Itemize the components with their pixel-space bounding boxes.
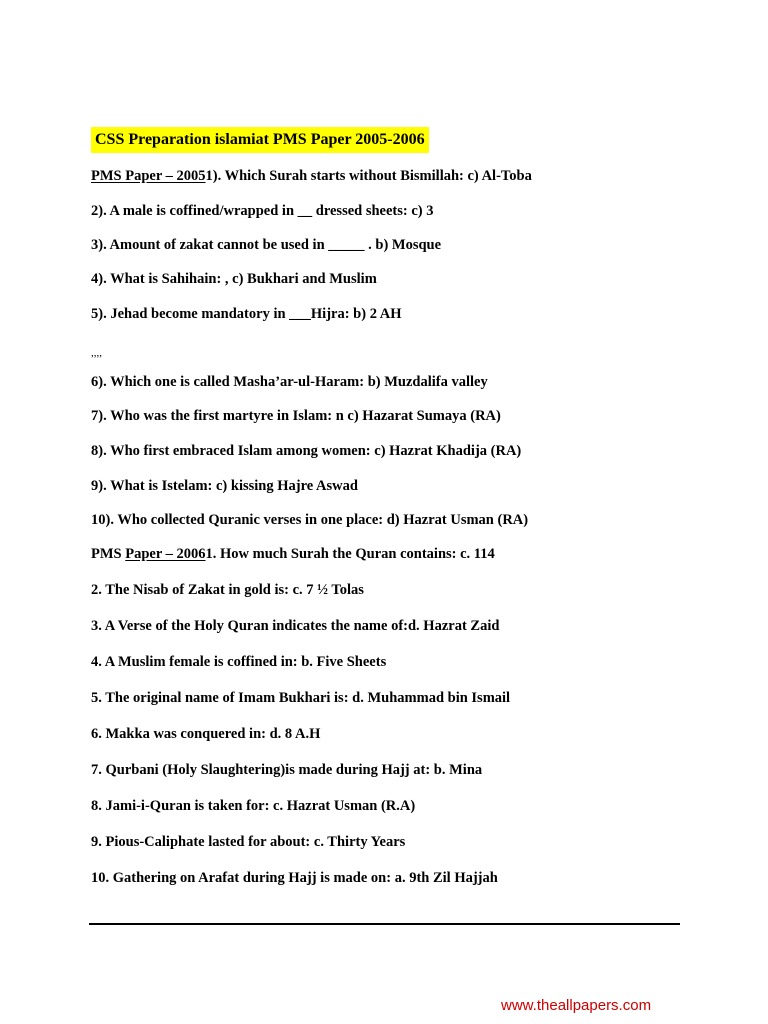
question-text: 1. How much Surah the Quran contains: c. 114	[205, 546, 495, 562]
footer-divider	[89, 923, 680, 925]
paper-2005-heading: PMS Paper – 2005	[91, 168, 206, 184]
paper-2006-question-10: 10. Gathering on Arafat during Hajj is made on: a. 9th Zil Hajjah	[91, 870, 498, 886]
paper-2006-heading-prefix: PMS	[91, 546, 126, 562]
paper-2005-question-5: 5). Jehad become mandatory in ___Hijra: b) 2 AH	[91, 306, 402, 322]
paper-2005-question-7: 7). Who was the first martyre in Islam: n c) Hazarat Sumaya (RA)	[91, 408, 501, 424]
paper-2006-question-1	[91, 545, 495, 563]
paper-2006-question-5: 5. The original name of Imam Bukhari is: d. Muhammad bin Ismail	[91, 690, 511, 706]
paper-2006-question-4: 4. A Muslim female is coffined in: b. Five Sheets	[91, 654, 387, 670]
paper-2006-question-2: 2. The Nisab of Zakat in gold is: c. 7 ½ Tolas	[91, 582, 364, 598]
paper-2006-question-8: 8. Jami-i-Quran is taken for: c. Hazrat Usman (R.A)	[91, 798, 416, 814]
page-title: CSS Preparation islamiat PMS Paper 2005-2006	[91, 127, 429, 153]
paper-2006-heading: Paper – 2006	[125, 546, 206, 562]
paper-2006-question-3: 3. A Verse of the Holy Quran indicates the name of:d. Hazrat Zaid	[91, 618, 500, 634]
footer-website-link[interactable]: www.theallpapers.com	[501, 997, 652, 1014]
paper-2005-question-3: 3). Amount of zakat cannot be used in _____ . b) Mosque	[91, 237, 442, 253]
paper-2005-question-9: 9). What is Istelam: c) kissing Hajre Aswad	[91, 478, 358, 494]
question-text: 1). Which Surah starts without Bismillah: c) Al-Toba	[205, 168, 532, 184]
paper-2005-question-6: 6). Which one is called Masha’ar-ul-Haram: b) Muzdalifa valley	[91, 374, 488, 390]
paper-2005-question-1	[91, 167, 532, 185]
paper-2005-question-10: 10). Who collected Quranic verses in one place: d) Hazrat Usman (RA)	[91, 512, 529, 528]
stray-marks: ,,,,	[91, 347, 102, 359]
paper-2006-question-9: 9. Pious-Caliphate lasted for about: c. Thirty Years	[91, 834, 406, 850]
paper-2005-question-8: 8). Who first embraced Islam among women: c) Hazrat Khadija (RA)	[91, 443, 522, 459]
paper-2006-question-7: 7. Qurbani (Holy Slaughtering)is made during Hajj at: b. Mina	[91, 762, 483, 778]
paper-2006-question-6: 6. Makka was conquered in: d. 8 A.H	[91, 726, 321, 742]
paper-2005-question-4: 4). What is Sahihain: , c) Bukhari and Muslim	[91, 271, 377, 287]
paper-2005-question-2: 2). A male is coffined/wrapped in __ dressed sheets: c) 3	[91, 203, 434, 219]
